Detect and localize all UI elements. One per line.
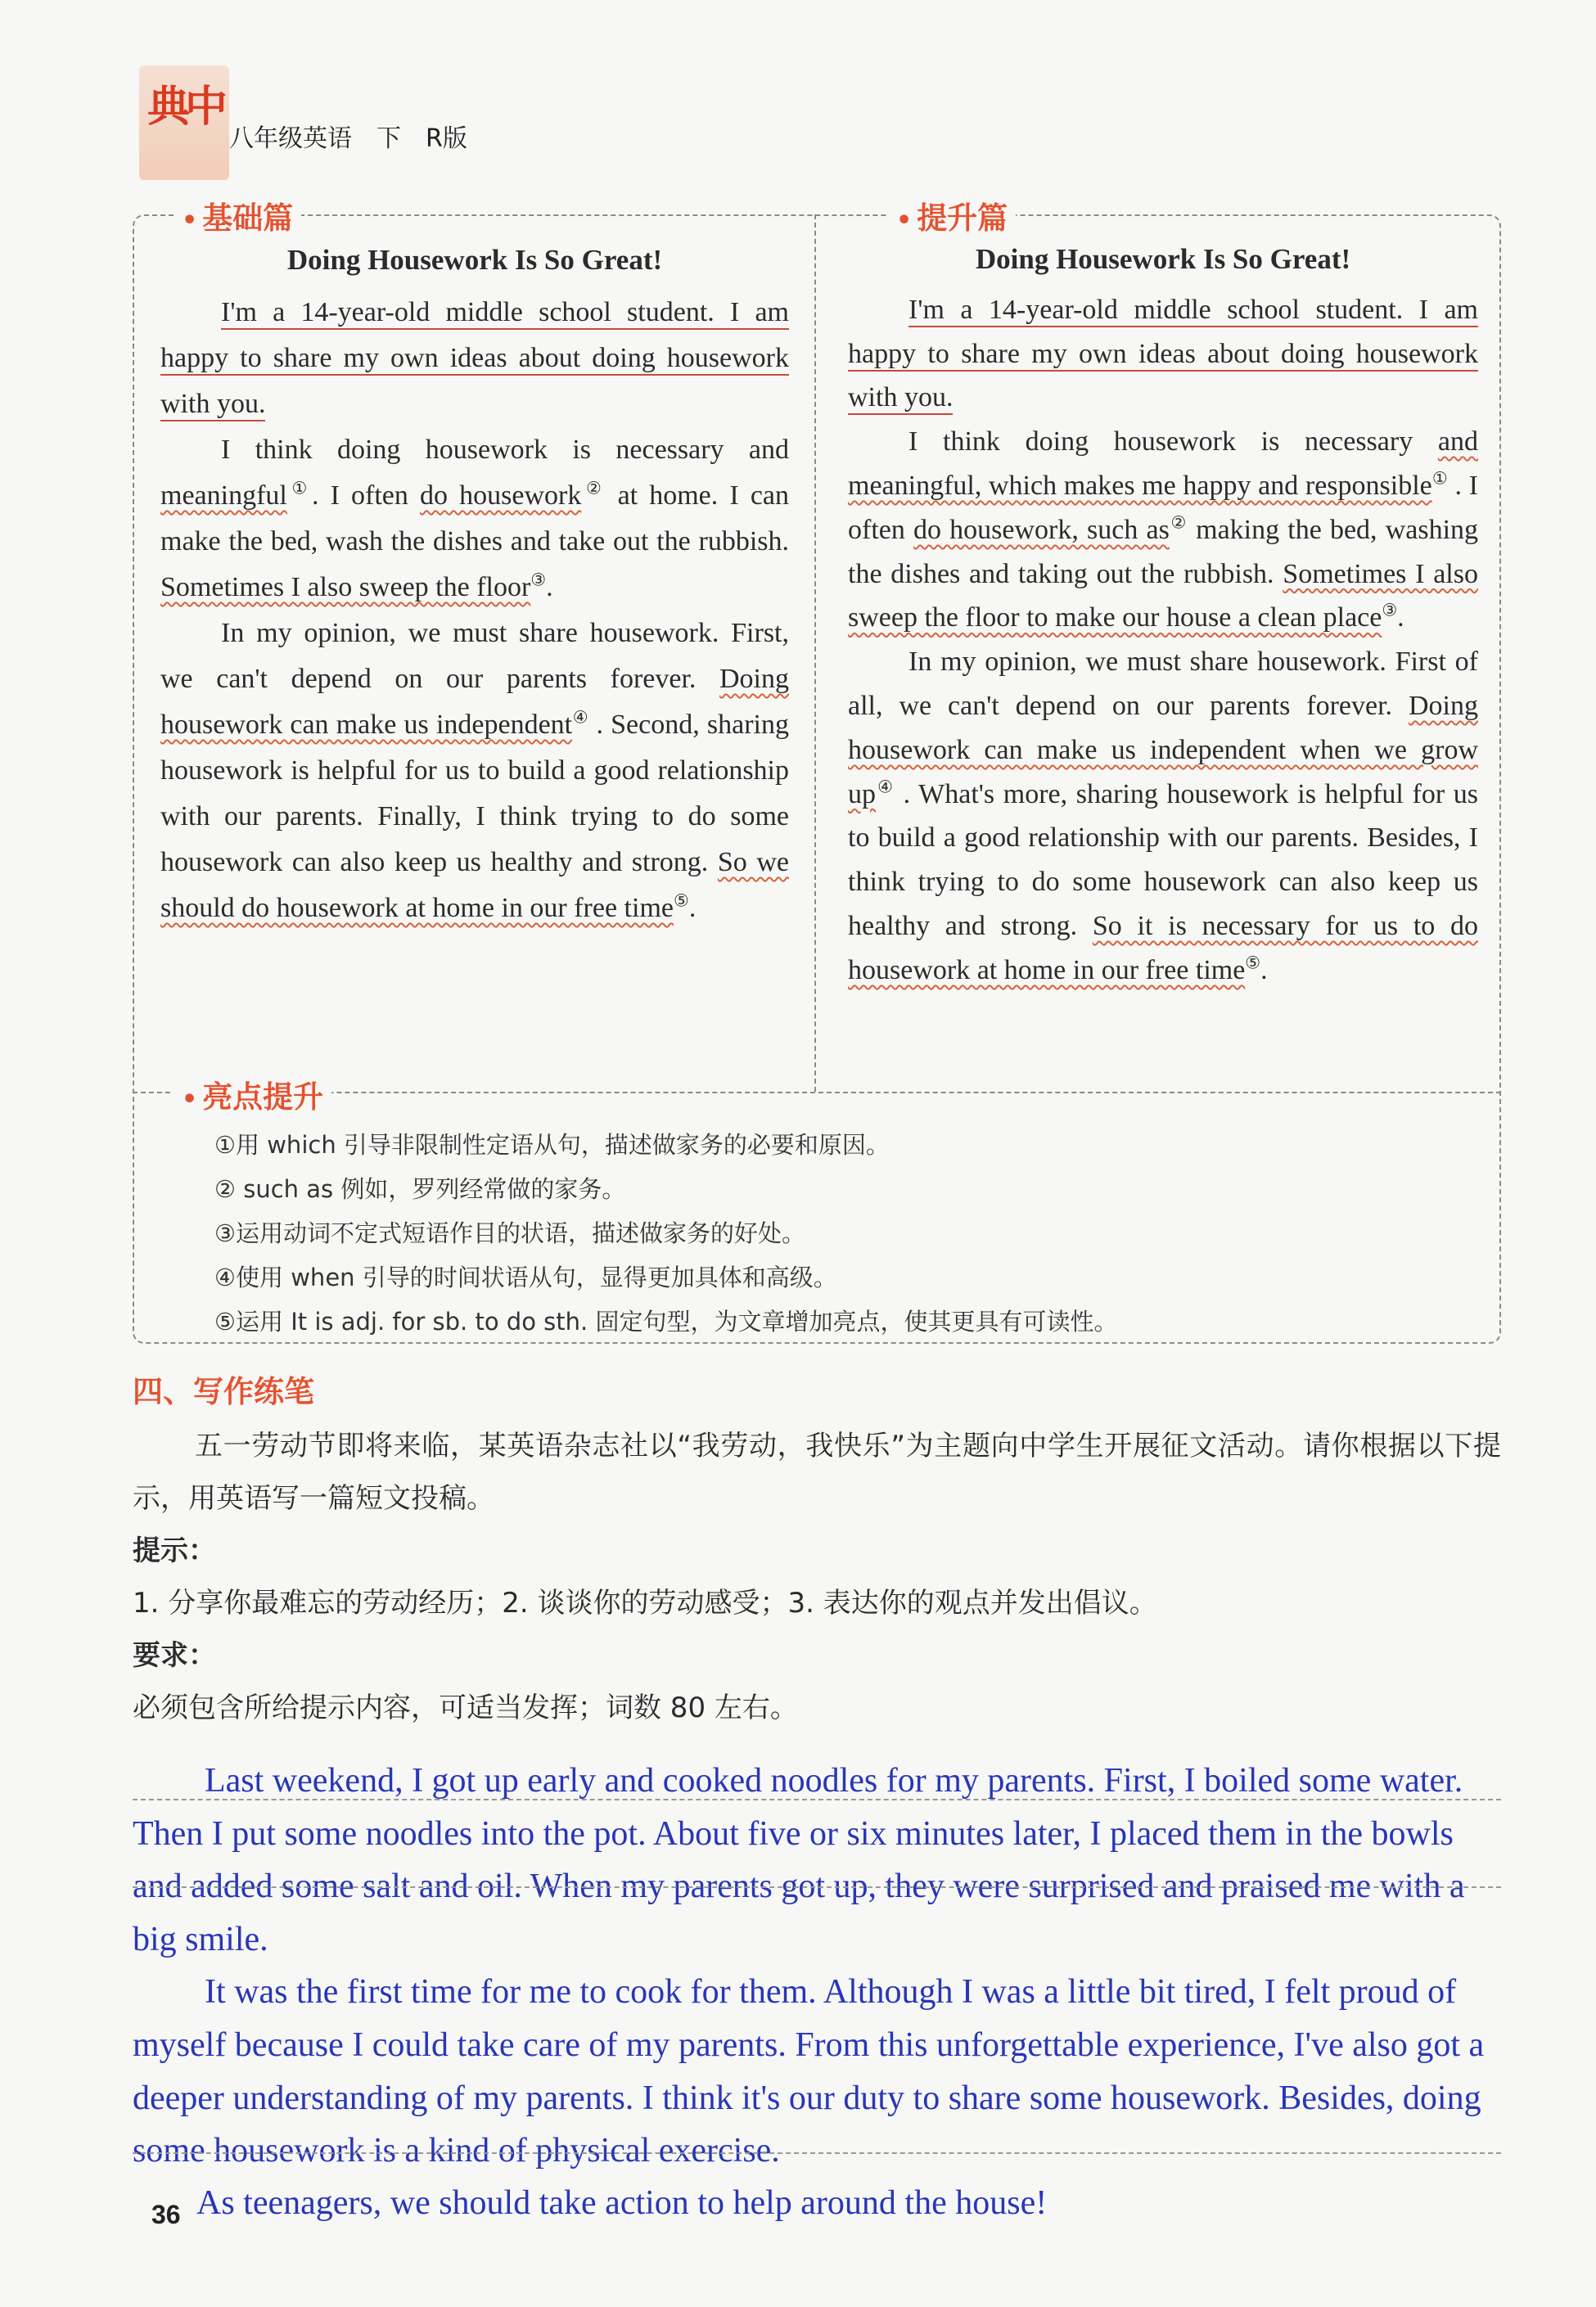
tag-highlights: • 亮点提升	[174, 1072, 331, 1116]
basic-title: Doing Housework Is So Great!	[286, 244, 663, 276]
highlights-divider	[133, 1092, 1501, 1093]
book-series-title: 八年级英语 下 R版	[229, 124, 467, 153]
answer-paragraph-2: It was the first time for me to cook for them. Although I was a little bit tired, I felt proud of myself because I could take care of my parents. From this unforgettable experience, I've also got a deeper understanding of my parents. I think it's our duty to share some housework. Besides, doing some housework is a kind of physical exercise.	[133, 1973, 1485, 2170]
basic-paragraph-2: I think doing housework is necessary and meaningful①. I often do housework② at home. I can make the bed, wash the dishes and take out the rubbish. Sometimes I also sweep the floor③.	[160, 435, 790, 602]
highlight-note: ⑤运用 It is adj. for sb. to do sth. 固定句型，为文章增加亮点，使其更具有可读性。	[214, 1308, 1118, 1336]
handwritten-answer	[133, 1755, 1508, 2178]
basic-paragraph-1: I'm a 14-year-old middle school student. I am happy to share my own ideas about doing housework with you.	[160, 290, 789, 427]
highlight-note: ③运用动词不定式短语作目的状语，描述做家务的好处。	[214, 1219, 805, 1247]
answer-paragraph-1: Last weekend, I got up early and cooked noodles for my parents. First, I boiled some water. Then I put some noodles into the pot. About five or six minutes later, I placed them in the bowls and added some salt and oil. When my parents got up, they were surprised and praised me with a big smile.	[133, 1762, 1465, 1958]
basic-essay	[160, 237, 789, 931]
requirement-label: 要求：	[133, 1639, 216, 1672]
advanced-essay	[848, 237, 1478, 993]
highlight-note: ④使用 when 引导的时间状语从句，显得更加具体和高级。	[214, 1264, 837, 1291]
advanced-paragraph-1: I'm a 14-year-old middle school student. I am happy to share my own ideas about doing housework with you.	[848, 288, 1478, 420]
answer-line	[133, 1799, 1501, 1800]
answer-paragraph-3: As teenagers, we should take action to help around the house!	[196, 2184, 1048, 2222]
logo-text: 典中	[147, 83, 223, 132]
advanced-paragraph-2: I think doing housework is necessary and meaningful, which makes me happy and responsible① . I often do housework, such as② making the bed, washing the dishes and taking out the rubbish. Sometimes I also sweep the floor to make our house a clean place③.	[848, 426, 1479, 633]
highlight-notes	[214, 1123, 1117, 1344]
answer-line	[133, 1886, 1501, 1888]
writing-prompt: 五一劳动节即将来临，某英语杂志社以“我劳动，我快乐”为主题向中学生开展征文活动。请你根据以下提示，用英语写一篇短文投稿。	[133, 1430, 1501, 1515]
highlight-note: ①用 which 引导非限制性定语从句，描述做家务的必要和原因。	[214, 1131, 890, 1159]
tag-basic: • 基础篇	[174, 193, 301, 237]
basic-paragraph-3: In my opinion, we must share housework. First, we can't depend on our parents forever. Doing housework can make us independent④ . Second, sharing housework is helpful for us to build a good relationship with our parents. Finally, I think trying to do some housework can also keep us healthy and strong. So we should do housework at home in our free time⑤.	[160, 618, 790, 923]
advanced-title: Doing Housework Is So Great!	[975, 243, 1351, 275]
answer-line	[133, 2152, 1501, 2154]
advanced-paragraph-3: In my opinion, we must share housework. First of all, we can't depend on our parents forever. Doing housework can make us independent when we grow up④ . What's more, sharing housework is helpful for us to build a good relationship with our parents. Besides, I think trying to do some housework can also keep us healthy and strong. So it is necessary for us to do housework at home in our free time⑤.	[848, 647, 1479, 985]
highlight-note: ② such as 例如，罗列经常做的家务。	[214, 1175, 626, 1203]
writing-task	[133, 1420, 1501, 1734]
page-number: 36	[151, 2200, 181, 2229]
hints: 1. 分享你最难忘的劳动经历；2. 谈谈你的劳动感受；3. 表达你的观点并发出倡议。	[133, 1587, 1157, 1620]
requirements: 必须包含所给提示内容，可适当发挥；词数 80 左右。	[133, 1692, 798, 1724]
column-divider	[814, 214, 816, 1092]
section-title: 四、写作练笔	[133, 1374, 314, 1409]
tag-advanced: • 提升篇	[888, 193, 1016, 237]
book-logo	[139, 65, 229, 180]
hint-label: 提示：	[133, 1534, 216, 1567]
